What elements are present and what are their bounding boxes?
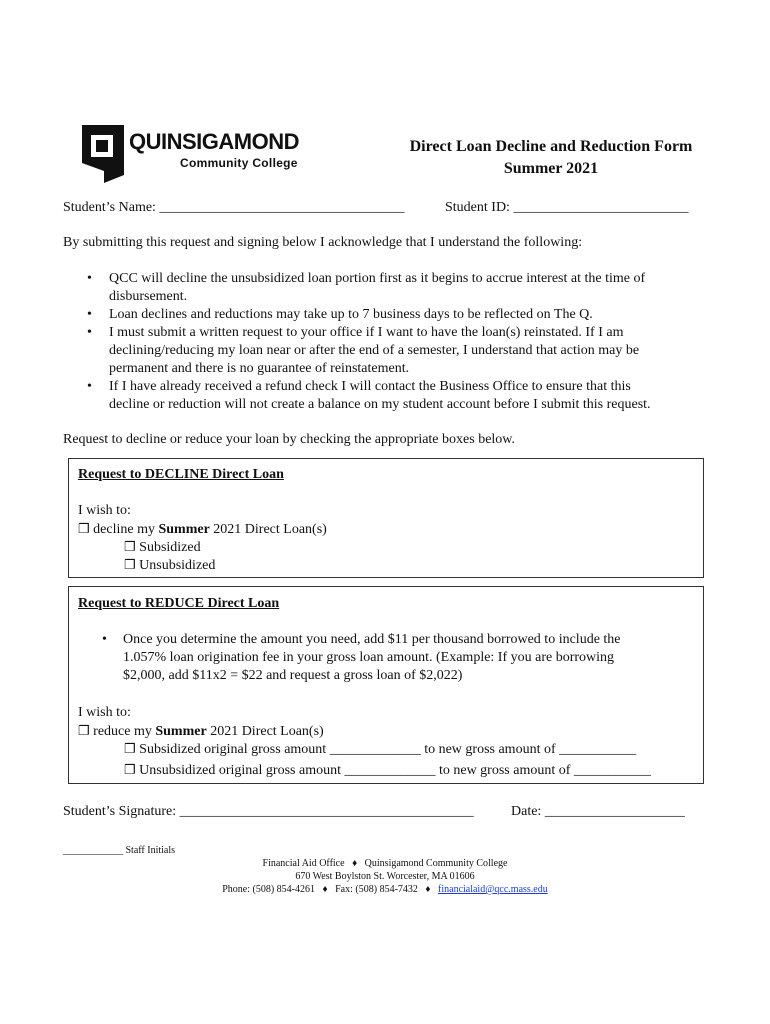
footer-line3 [185,883,585,896]
staff-initials-label: Staff Initials [123,845,176,856]
footer-address: 670 West Boylston St. Worcester, MA 01606 [295,871,475,882]
decline-option-text: decline my [93,522,159,537]
bullet-icon: • [87,325,92,340]
signature-field[interactable]: __________________________________________ [179,804,474,819]
student-id-field[interactable]: _________________________ [513,200,689,215]
footer-college: Quinsigamond Community College [364,858,508,869]
date-row [511,803,685,821]
intro-text: By submitting this request and signing below I acknowledge that I understand the following: [63,235,583,250]
bullet-text: QCC will decline the unsubsidized loan portion first as it begins to accrue interest at the time of [109,271,646,286]
college-logo-mark-icon [82,125,124,183]
logo-subtitle: Community College [180,156,298,170]
bullet-text: Loan declines and reductions may take up to 7 business days to be reflected on The Q. [109,307,593,322]
list-item [63,324,743,378]
footer [185,857,585,896]
checkbox-icon[interactable]: ❒ [78,521,90,536]
footer-office: Financial Aid Office [262,858,345,869]
footer-line1 [185,857,585,870]
reduce-instruction-line: $2,000, add $11x2 = $22 and request a gross loan of $2,022) [123,668,463,683]
decline-heading: Request to DECLINE Direct Loan [78,467,284,482]
footer-email-link[interactable]: financialaid@qcc.mass.edu [438,884,548,895]
diamond-icon: ♦ [322,884,328,895]
reduce-section [68,586,704,784]
decline-unsubsidized-label: Unsubsidized [139,558,216,573]
reduce-unsubsidized-label: Unsubsidized original gross amount _____________ to new gross amount of ___________ [139,763,651,778]
acknowledgement-list [63,270,743,414]
student-name-row [63,199,404,217]
date-label: Date: [511,804,545,819]
reduce-instruction-line: 1.057% loan origination fee in your gross loan amount. (Example: If you are borrowing [123,650,615,665]
decline-option-term: Summer [158,522,210,537]
form-title [380,136,722,180]
list-item [63,306,743,324]
reduce-instruction-line: Once you determine the amount you need, add $11 per thousand borrowed to include the [123,632,621,647]
student-name-field[interactable]: ___________________________________ [159,200,405,215]
college-logo [82,125,307,185]
bullet-text: permanent and there is no guarantee of reinstatement. [109,361,410,376]
bullet-icon: • [102,632,107,647]
reduce-unsubsidized-option[interactable] [124,761,651,780]
reduce-subsidized-label: Subsidized original gross amount _____________ to new gross amount of ___________ [139,742,637,757]
reduce-wish-label: I wish to: [78,705,131,720]
bullet-text: If I have already received a refund check I will contact the Business Office to ensure that this [109,379,631,394]
reduce-option[interactable] [78,722,324,741]
diamond-icon: ♦ [425,884,431,895]
decline-subsidized-label: Subsidized [139,540,201,555]
form-title-line1: Direct Loan Decline and Reduction Form [409,138,693,155]
bullet-icon: • [87,271,92,286]
reduce-subsidized-option[interactable] [124,740,636,759]
student-id-row [445,199,688,217]
staff-initials-field[interactable]: ____________ [63,845,123,856]
reduce-instruction [123,631,693,685]
decline-option-text: 2021 Direct Loan(s) [209,522,327,537]
reduce-option-text: reduce my [93,724,156,739]
logo-name: QUINSIGAMOND [129,129,299,154]
decline-unsubsidized-option[interactable] [124,556,215,575]
list-item [63,270,743,306]
reduce-heading: Request to REDUCE Direct Loan [78,596,280,611]
checkbox-icon[interactable]: ❒ [124,557,136,572]
decline-subsidized-option[interactable] [124,538,201,557]
student-id-label: Student ID: [445,200,514,215]
form-title-line2: Summer 2021 [503,160,599,177]
checkbox-icon[interactable]: ❒ [78,723,90,738]
decline-option[interactable] [78,520,327,539]
diamond-icon: ♦ [352,858,358,869]
bullet-icon: • [87,307,92,322]
decline-section [68,458,704,578]
decline-wish-label: I wish to: [78,503,131,518]
bullet-text: declining/reducing my loan near or after the end of a semester, I understand that action may be [109,343,640,358]
signature-label: Student’s Signature: [63,804,180,819]
student-name-label: Student’s Name: [63,200,160,215]
checkbox-icon[interactable]: ❒ [124,741,136,756]
reduce-option-text: 2021 Direct Loan(s) [206,724,324,739]
footer-phone: Phone: (508) 854-4261 [222,884,316,895]
bullet-text: I must submit a written request to your office if I want to have the loan(s) reinstated. If I am [109,325,624,340]
staff-initials-row [63,845,175,856]
checkbox-icon[interactable]: ❒ [124,762,136,777]
bullet-text: decline or reduction will not create a balance on my student account before I submit this request. [109,397,651,412]
bullet-text: disbursement. [109,289,188,304]
date-field[interactable]: ____________________ [544,804,685,819]
bullet-icon: • [87,379,92,394]
list-item [63,378,743,414]
reduce-option-term: Summer [155,724,207,739]
signature-row [63,803,474,821]
footer-fax: Fax: (508) 854-7432 [335,884,418,895]
checkbox-icon[interactable]: ❒ [124,539,136,554]
instruction-text: Request to decline or reduce your loan by checking the appropriate boxes below. [63,432,515,447]
